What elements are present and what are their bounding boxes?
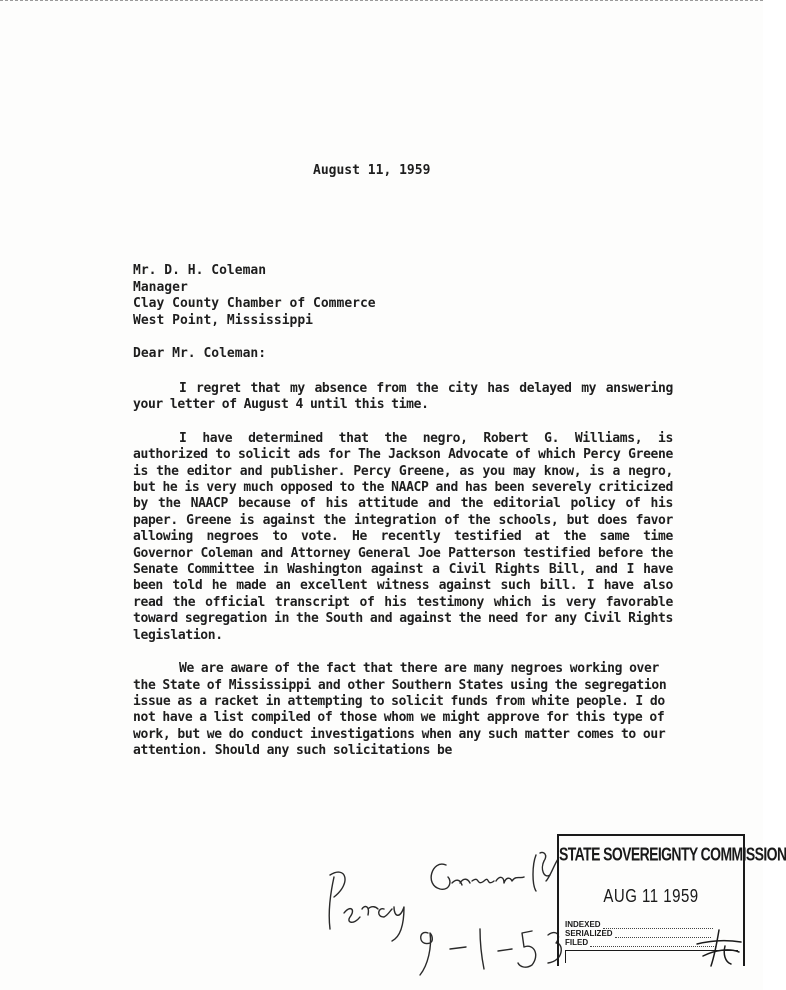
stamp-title: STATE SOVEREIGNTY COMMISSION [559,843,786,865]
address-line-title: Manager [133,279,188,295]
paragraph-3: We are aware of the fact that there are many negroes working over the State of Mississippi and other Southern States using the segregation issue as a racket in attempting to solicit funds from white people. I do not have a list compiled of those whom we might approve for this type of work, but we do conduct investigations when any such matter comes to our attention. Should any such solicitations be [133,661,667,759]
letter-date: August 11, 1959 [313,163,431,178]
paragraph-1: I regret that my absence from the city has delayed my answering your letter of August 4 until this time. [133,381,673,413]
address-line-city: West Point, Mississippi [133,312,314,328]
address-line-name: Mr. D. H. Coleman [133,263,267,278]
paragraph-2: I have determined that the negro, Robert G. Williams, is authorized to solicit ads for The Jackson Advocate of which Percy Greene is the editor and publisher. Percy Greene, as you may know, is a negro, but he is very much opposed to the NAACP and has been severely criticized by the NAACP because of his attitude and the editorial policy of his paper. Greene is against the integration of the schools, but does favor allowing negroes to vote. He recently testified at the same time Governor Coleman and Attorney General Joe Patterson testified before the Senate Committee in Washington against a Civil Rights Bill, and I have been told he made an excellent witness against such bill. I have also read the official transcript of his testimony which is very favorable toward segregation in the South and against the need for any Civil Rights legislation. [133,430,673,643]
letter-body [133,381,673,760]
salutation: Dear Mr. Coleman: [133,346,267,361]
stamp-serialized-label: SERIALIZED [565,929,613,938]
stamp-initials-mark [689,928,749,968]
received-stamp [557,834,786,966]
stamp-indexed-label: INDEXED [565,920,601,929]
recipient-address [133,263,376,329]
handwritten-annotation [300,825,580,990]
stamp-date: AUG 11 1959 [603,886,699,907]
page-top-border [0,0,763,1]
address-line-organization: Clay County Chamber of Commerce [133,296,376,311]
stamp-filed-label: FILED [565,938,589,947]
